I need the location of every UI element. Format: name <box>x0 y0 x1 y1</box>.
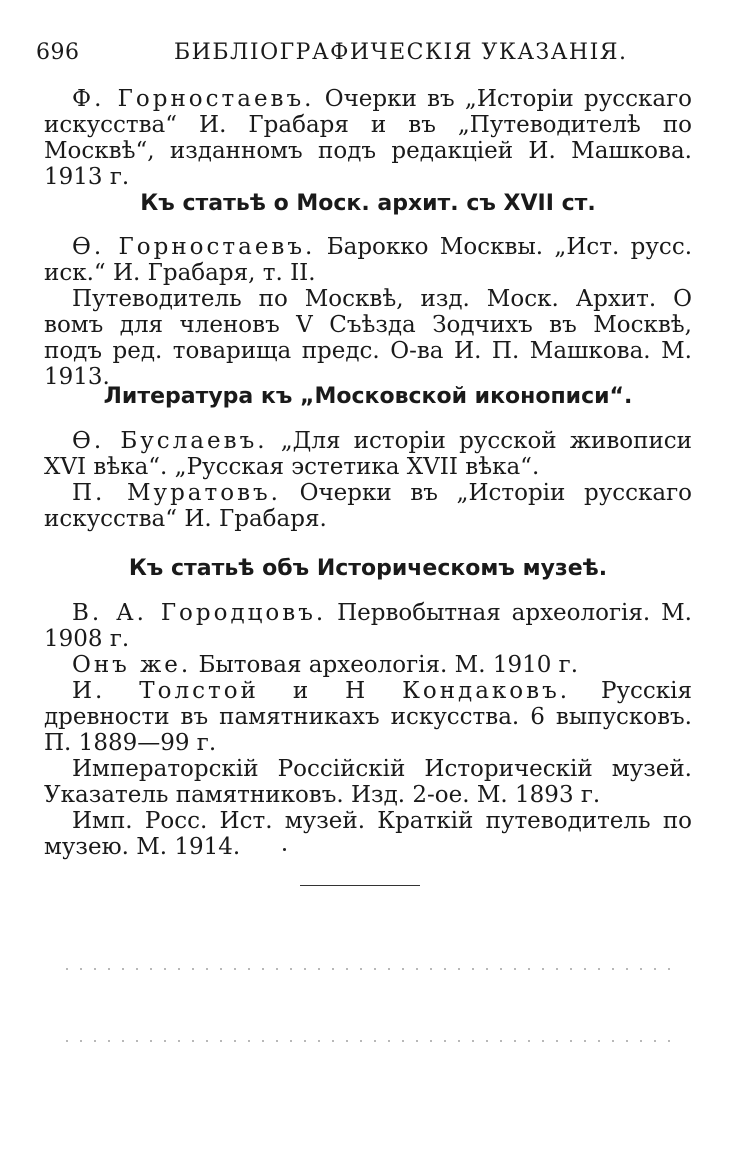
bibliography-entry <box>44 756 692 808</box>
section-heading: Къ статьѣ объ Историческомъ музеѣ. <box>128 556 608 581</box>
running-title: БИБЛІОГРАФИЧЕСКІЯ УКАЗАНІЯ. <box>174 40 628 65</box>
entry-text: Путеводитель по Москвѣ, изд. Моск. Архит. О вомъ для членовъ V Съѣзда Зодчихъ въ Москвѣ, подъ ред. товарища предс. О-ва И. П. Машкова. М. 1913. <box>44 286 692 390</box>
entry-text: „Для исторіи русской живописи XVI вѣка“. „Русская эстетика XVII вѣка“. <box>44 428 692 480</box>
scan-speck <box>283 848 286 851</box>
page-number: 696 <box>36 40 80 65</box>
bibliography-entry <box>44 480 692 532</box>
entry-author: П. Муратовъ. <box>72 480 281 506</box>
page-header <box>36 36 696 70</box>
entry-text: Императорскій Россійскій Историческій музей. Указатель памятниковъ. Изд. 2-ое. М. 1893 г. <box>44 756 692 808</box>
entry-text: Очерки въ „Исторіи русскаго искусства“ И. Грабаря. <box>44 480 692 532</box>
section-entries <box>44 234 692 390</box>
entry-author: Онъ же. <box>72 652 192 678</box>
entry-author: Ѳ. Горностаевъ. <box>72 234 316 260</box>
entry-author: Ф. Горностаевъ. <box>72 86 315 112</box>
bibliography-entry <box>44 678 692 756</box>
entry-author: В. А. Городцовъ. <box>72 600 327 626</box>
bibliography-entry <box>44 86 692 190</box>
faint-dotted-line <box>60 1040 680 1042</box>
bibliography-entry <box>44 428 692 480</box>
entry-author: И. Толстой и Н Кондаковъ. <box>72 678 571 704</box>
entry-text: Первобытная археологія. М. 1908 г. <box>44 600 692 652</box>
section-heading: Литература къ „Московской иконописи“. <box>103 384 633 409</box>
entry-text: Очерки въ „Исторіи русскаго искусства“ И. Грабаря и въ „Путеводителѣ по Москвѣ“, изданномъ подъ редакціей И. Машкова. 1913 г. <box>44 86 692 190</box>
intro-block <box>44 86 692 190</box>
closing-rule <box>300 885 420 886</box>
entry-text: Имп. Росс. Ист. музей. Краткій путеводитель по музею. М. 1914. <box>44 808 692 860</box>
entry-text: Барокко Москвы. „Ист. русс. иск.“ И. Грабаря, т. II. <box>44 234 693 286</box>
entry-text: Русскія древности въ памятникахъ искусства. 6 выпусковъ. П. 1889—99 г. <box>44 678 692 756</box>
section-entries <box>44 428 692 532</box>
faint-dotted-line <box>60 968 680 970</box>
section-heading: Къ статьѣ о Моск. архит. съ XVII ст. <box>140 191 596 216</box>
entry-author: Ѳ. Буслаевъ. <box>72 428 268 454</box>
section-entries <box>44 600 692 860</box>
bibliography-entry <box>44 286 692 390</box>
bibliography-entry <box>44 600 692 652</box>
bibliography-entry <box>44 808 692 860</box>
bibliography-entry <box>44 652 692 678</box>
bibliography-entry <box>44 234 692 286</box>
entry-text: Бытовая археологія. М. 1910 г. <box>198 652 579 678</box>
